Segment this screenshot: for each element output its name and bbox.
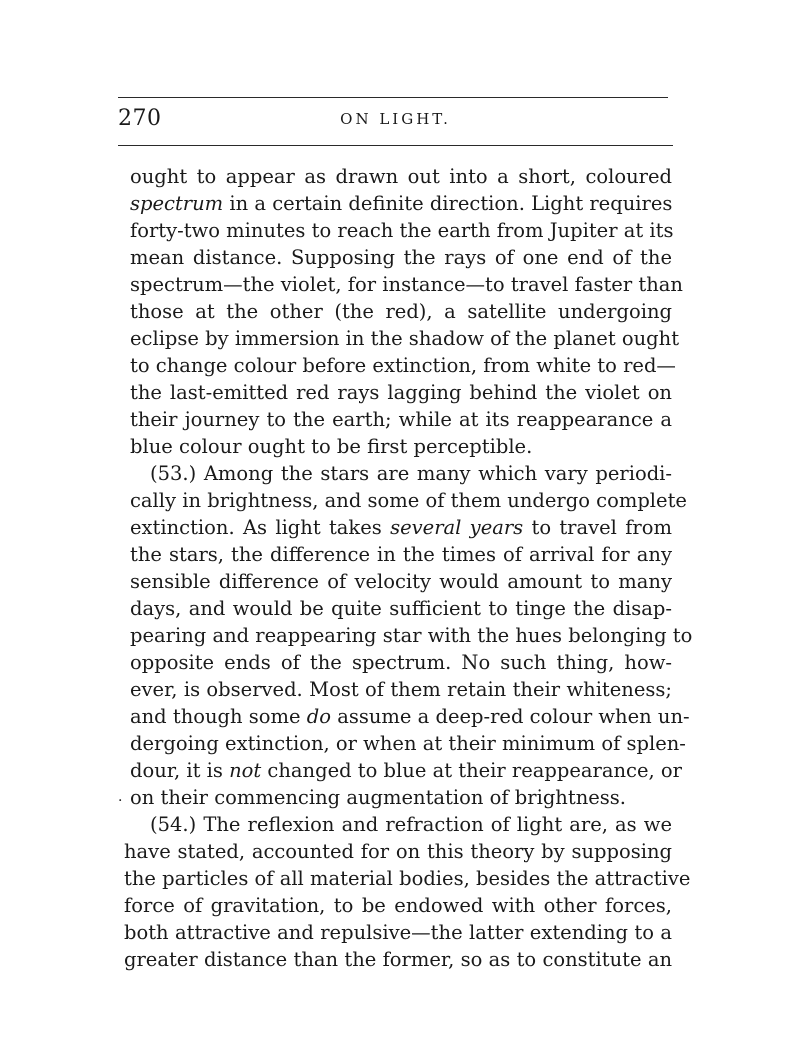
text-line	[130, 460, 672, 487]
text-line	[130, 541, 672, 568]
text-segment: mean distance. Supposing the rays of one end of the	[130, 246, 672, 269]
text-segment: eclipse by immersion in the shadow of the planet ought	[130, 327, 680, 350]
text-line	[130, 514, 672, 541]
text-segment: the particles of all material bodies, besides the attractive	[124, 867, 691, 890]
text-segment: days, and would be quite sufficient to tinge the disap-	[130, 597, 672, 620]
text-segment: (54.) The reflexion and refraction of light are, as we	[150, 813, 672, 836]
text-line	[130, 487, 687, 514]
text-line	[130, 352, 676, 379]
text-segment: on their commencing augmentation of brightness.	[130, 786, 627, 809]
text-segment: (53.) Among the stars are many which vary periodi-	[150, 462, 672, 485]
text-line	[130, 190, 672, 217]
italic-phrase: spectrum	[130, 192, 224, 215]
text-segment: cally in brightness, and some of them undergo complete	[130, 489, 687, 512]
text-segment: ought to appear as drawn out into a short, coloured	[130, 165, 672, 188]
text-segment: changed to blue at their reappearance, or	[261, 759, 682, 782]
text-segment: blue colour ought to be first perceptible.	[130, 435, 533, 458]
text-line	[130, 163, 672, 190]
text-line	[130, 244, 672, 271]
text-line	[130, 568, 672, 595]
text-line	[130, 811, 672, 838]
text-line	[130, 703, 690, 730]
text-line	[130, 730, 686, 757]
text-line	[130, 784, 672, 811]
text-line	[130, 217, 672, 244]
text-segment: spectrum—the violet, for instance—to travel faster than	[130, 273, 683, 296]
italic-phrase: not	[229, 759, 262, 782]
text-segment: force of gravitation, to be endowed with other forces,	[124, 894, 672, 917]
text-segment: extinction. As light takes	[130, 516, 391, 539]
text-line	[130, 379, 672, 406]
text-line	[130, 298, 672, 325]
page-number: 270	[118, 106, 162, 131]
text-line	[130, 757, 682, 784]
page-header	[118, 106, 673, 136]
text-line	[130, 595, 672, 622]
running-head: ON LIGHT.	[340, 110, 451, 128]
text-line	[130, 271, 683, 298]
text-segment: have stated, accounted for on this theory by supposing	[124, 840, 672, 863]
text-segment: opposite ends of the spectrum. No such thing, how-	[130, 651, 672, 674]
text-segment: and though some	[130, 705, 307, 728]
text-line	[130, 406, 672, 433]
text-line	[124, 946, 672, 973]
text-line	[124, 892, 672, 919]
text-segment: both attractive and repulsive—the latter extending to a	[124, 921, 672, 944]
header-top-rule	[118, 97, 668, 98]
text-segment: to change colour before extinction, from white to red—	[130, 354, 676, 377]
text-segment: greater distance than the former, so as to constitute an	[124, 948, 672, 971]
text-line	[124, 865, 691, 892]
text-segment: pearing and reappearing star with the hues belonging to	[130, 624, 693, 647]
body-text	[124, 163, 693, 973]
text-segment: dour, it is	[130, 759, 230, 782]
text-line	[130, 676, 672, 703]
text-line	[124, 919, 672, 946]
text-segment: to travel from	[523, 516, 672, 539]
text-segment: their journey to the earth; while at its reappearance a	[130, 408, 672, 431]
text-segment: dergoing extinction, or when at their minimum of splen-	[130, 732, 686, 755]
text-segment: assume a deep-red colour when un-	[331, 705, 690, 728]
text-segment: the stars, the difference in the times of arrival for any	[130, 543, 672, 566]
text-segment: forty-two minutes to reach the earth from Jupiter at its	[130, 219, 674, 242]
text-line	[130, 433, 672, 460]
italic-phrase: several years	[390, 516, 524, 539]
text-line	[124, 838, 672, 865]
text-segment: the last-emitted red rays lagging behind the violet on	[130, 381, 672, 404]
text-line	[130, 325, 680, 352]
text-segment: those at the other (the red), a satellite undergoing	[130, 300, 672, 323]
text-line	[130, 622, 693, 649]
text-segment: in a certain definite direction. Light requires	[223, 192, 673, 215]
text-line	[130, 649, 672, 676]
margin-mark: ·	[118, 793, 123, 809]
italic-phrase: do	[306, 705, 332, 728]
text-segment: ever, is observed. Most of them retain their whiteness;	[130, 678, 672, 701]
header-bottom-rule	[118, 145, 673, 146]
text-segment: sensible difference of velocity would amount to many	[130, 570, 672, 593]
